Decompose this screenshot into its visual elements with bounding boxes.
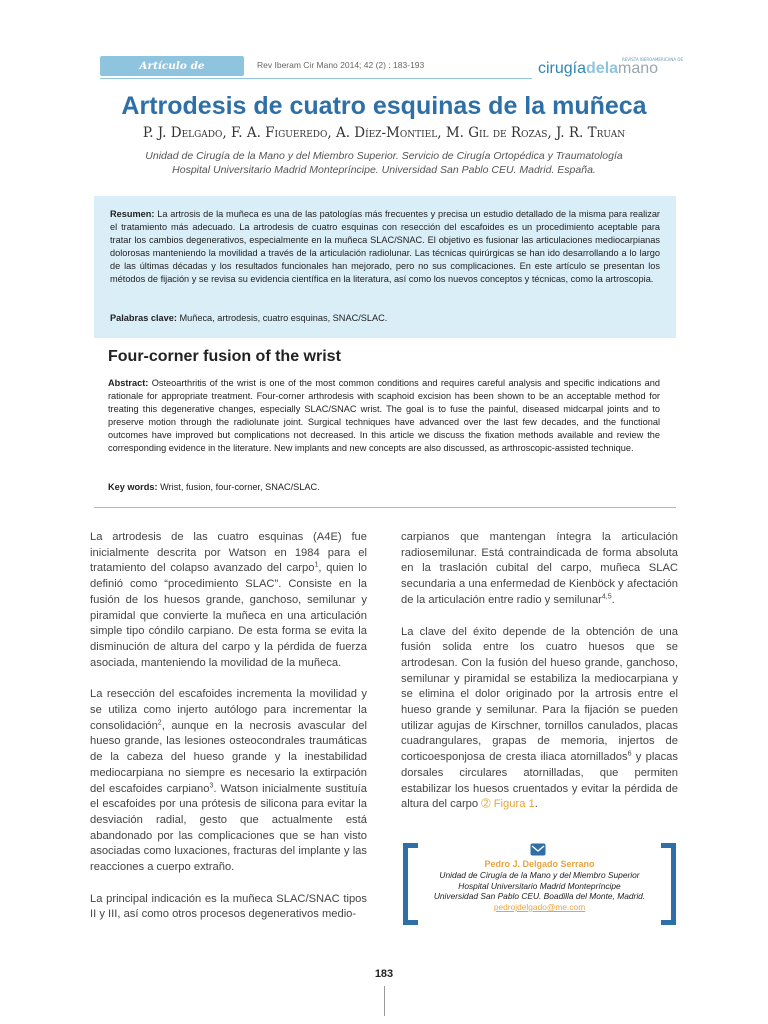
journal-citation: Rev Iberam Cir Mano 2014; 42 (2) : 183-193 xyxy=(257,60,425,70)
logo-part-1: cirugía xyxy=(538,60,587,77)
section-tag: Artículo de actualización xyxy=(100,56,244,76)
body-column-2 xyxy=(401,530,678,829)
paragraph xyxy=(90,530,367,671)
correspondence-line-3: Universidad San Pablo CEU. Boadilla del Monte, Madrid. xyxy=(433,891,646,901)
paragraph xyxy=(401,625,678,813)
page-number-rule xyxy=(384,986,385,1016)
resumen-text: La artrosis de la muñeca es una de las patologías más frecuentes y precisa un estudio detallado de la misma para realizar el tratamiento más adecuado. La artrodesis de cuatro esquinas con resección del escafoides es un procedimiento aceptable para tratar los cambios degenerativos, especialmente en la muñeca SLAC/SNAC. El objetivo es fusionar las articulaciones mediocarpianas dolorosas manteniendo la movilidad a través de la articulación radiolunar. Las técnicas quirúrgicas se han ido desarrollando a lo largo de las últimas décadas y los resultados funcionales han mejorado, pero no sus complicaciones. En este artículo se presentan los métodos de fijación y se revisa su evidencia científica en la literatura, así como los nuevos conceptos y técnicas, como la artroscopia. xyxy=(110,209,660,284)
text-run: . Watson inicialmente sustituía el escafoides por una prótesis de silicona para evitar la desviación radial, gesto que actualmente está abandonado por las complicaciones que se han visto asociadas como luxaciones, fracturas del implante y las reacciones a cuerpo extraño. xyxy=(90,782,368,874)
journal-logo xyxy=(538,58,688,82)
reference-marker: 6 xyxy=(627,750,632,758)
reference-marker: 3 xyxy=(209,781,214,789)
envelope-icon xyxy=(530,843,546,856)
page-number: 183 xyxy=(374,968,394,980)
text-run: La resección del escafoides incrementa la movilidad y se utiliza como injerto autólogo para incrementar la consolidación xyxy=(90,688,367,732)
palabras-clave-label: Palabras clave: xyxy=(110,313,177,323)
body-column-1 xyxy=(90,530,367,939)
reference-marker: 1 xyxy=(314,561,319,569)
logo-small-text: REVISTA IBEROAMERICANA DE xyxy=(622,57,684,62)
logo-part-2: dela xyxy=(586,60,619,77)
palabras-clave xyxy=(110,312,660,325)
figure-1-link[interactable]: Figura 1 xyxy=(490,798,535,811)
affiliation-line-1: Unidad de Cirugía de la Mano y del Miembro Superior. Servicio de Cirugía Ortopédica y Traumatología xyxy=(145,150,623,162)
text-run: La artrodesis de las cuatro esquinas (A4E) fue inicialmente descrita por Watson en 1984 para el tratamiento del colapso avanzado del carpo xyxy=(90,531,367,575)
text-run: , aunque en la necrosis avascular del hueso grande, las lesiones osteocondrales traumáticas de la cabeza del hueso grande y la inestabilidad mediocarpiana no siempre es necesario la extirpación del escafoides carpiano xyxy=(90,719,367,795)
paragraph xyxy=(90,892,367,923)
figure-marker-icon: ➁ xyxy=(481,798,491,811)
bracket-left xyxy=(403,843,418,925)
correspondence-line-1: Unidad de Cirugía de la Mano y del Miembro Superior xyxy=(439,870,640,880)
bracket-right xyxy=(661,843,676,925)
reference-marker: 4,5 xyxy=(601,593,612,601)
correspondence-box xyxy=(401,841,678,917)
text-run: , quien lo definió como “procedimiento SLAC”. Consiste en la fusión de los huesos grande, ganchoso, semilunar y piramidal que convierte la muñeca en una articulación simple tipo cóndilo carpiano. De esta forma se evita la disminución de altura del carpo y la pérdida de fuerza asociada, manteniendo la movilidad de la muñeca. xyxy=(90,562,367,669)
palabras-clave-text: Muñeca, artrodesis, cuatro esquinas, SNAC/SLAC. xyxy=(176,313,388,323)
header-divider xyxy=(100,78,532,79)
text-run: . xyxy=(534,798,538,811)
key-words-label: Key words: xyxy=(108,482,158,492)
abstract-label: Abstract: xyxy=(108,378,149,388)
correspondence-line-2: Hospital Universitario Madrid Montepríncipe xyxy=(458,880,621,891)
key-words xyxy=(108,481,660,494)
text-run: carpianos que mantengan íntegra la articulación radiosemilunar. Está contraindicada de forma absoluta en la traslación cubital del carpo, muñeca SLAC secundaria a una enfermedad de Kienböck y afectación de la articulación entre radio y semilunar xyxy=(401,531,678,606)
paragraph xyxy=(90,687,367,875)
text-run: La clave del éxito depende de la obtención de una fusión solida entre los cuatro huesos que se artrodesan. Con la fusión del hueso grande, ganchoso, semilunar y piramidal se estabiliza la mediocarpiana y se elimina el dolor originado por la artrosis entre el hueso grande y semilunar. Para la fijación se pueden utilizar agujas de Kirschner, tornillos canulados, placas cuadrangulares, grapas de memoria, injertos de corticoesponjosa de cresta iliaca atornillados xyxy=(401,625,678,764)
reference-marker: 2 xyxy=(157,719,162,726)
abstract-text: Osteoarthritis of the wrist is one of the most common conditions and requires careful analysis and specific indications and rationale for appropriate treatment. Four-corner arthrodesis with scaphoid excision has been shown to be an acceptable method for treating this degenerative changes, especially SLAC/SNAC wrist. The goal is to fuse the painful, diseased midcarpal joints and to preserve motion through the radiolunate joint. Surgical techniques have advanced over the last few decades, and the functional outcomes have improved but complications not decreased. In this article we discuss the fixation methods available and review the corresponding evidence in the literature. New implants and new concepts are also discussed, as arthroscopic-assisted technique. xyxy=(108,378,660,453)
key-words-text: Wrist, fusion, four-corner, SNAC/SLAC. xyxy=(157,482,320,492)
abstract-divider xyxy=(94,507,676,508)
affiliation-line-2: Hospital Universitario Madrid Montepríncipe. Universidad San Pablo CEU. Madrid. España. xyxy=(172,164,596,176)
paragraph xyxy=(401,530,678,609)
article-title: Artrodesis de cuatro esquinas de la muñeca xyxy=(121,92,647,120)
correspondence-email-link[interactable]: pedrojdelgado@me.com xyxy=(493,902,586,912)
text-run: y placas dorsales circulares atornilladas, que permiten estabilizar los huesos cruentados y evitar la pérdida de altura del carpo xyxy=(401,751,678,811)
abstract xyxy=(108,377,660,454)
resumen-label: Resumen: xyxy=(110,209,155,219)
logo-part-3: mano xyxy=(618,60,659,77)
english-title: Four-corner fusion of the wrist xyxy=(108,348,341,365)
correspondence-name: Pedro J. Delgado Serrano xyxy=(484,859,595,869)
text-run: . xyxy=(611,593,615,606)
resumen xyxy=(110,208,660,285)
text-run: La principal indicación es la muñeca SLAC/SNAC tipos II y III, así como otros procesos degenerativos medio- xyxy=(90,892,367,921)
authors: P. J. Delgado, F. A. Figueredo, A. Díez-Montiel, M. Gil de Rozas, J. R. Truan xyxy=(142,125,626,141)
